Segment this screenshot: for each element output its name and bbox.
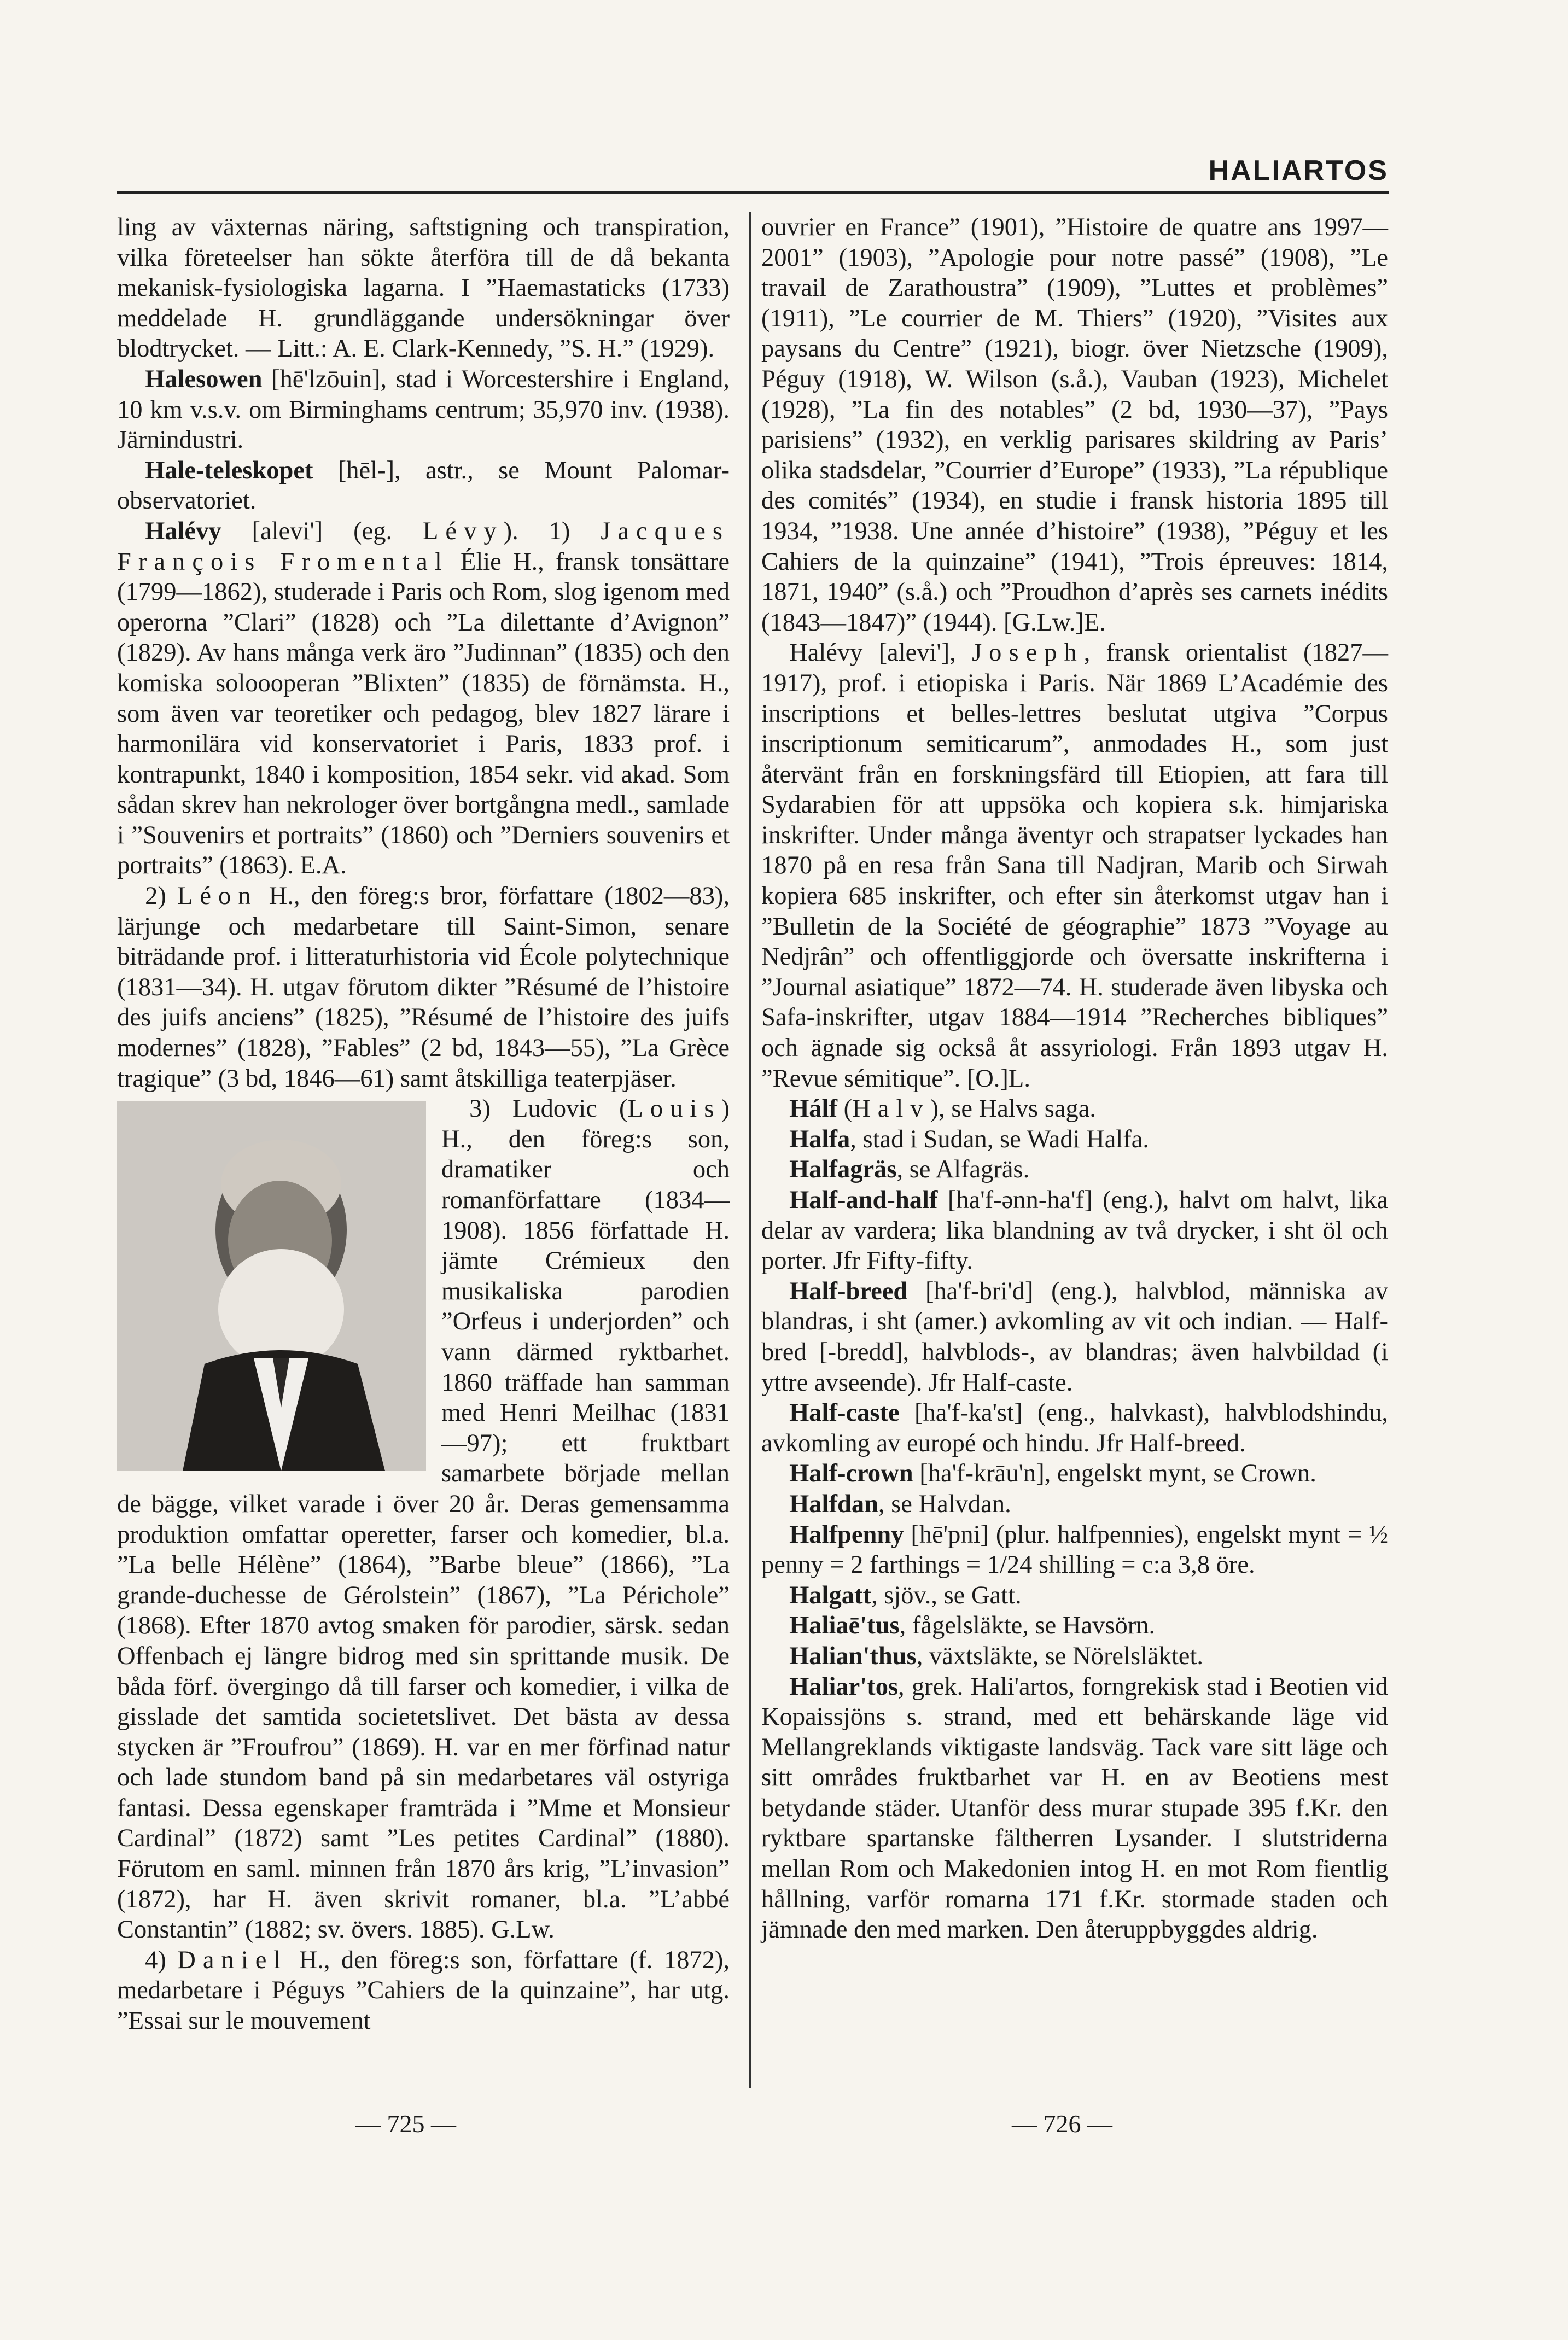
headword: Hálf xyxy=(789,1095,837,1123)
entry-continuation: ling av växternas näring, saftstigning och transpiration, vilka företeelser han sökte återföra till de då bekanta mekanisk-fysiologiska lagarna. I ”Haemastaticks (1733) meddelade H. grundläggande undersökningar över blodtrycket. — Litt.: A. E. Clark-Kennedy, ”S. H.” (1929). xyxy=(117,213,730,363)
portrait-photo xyxy=(117,1101,426,1471)
headword: Half-crown xyxy=(789,1460,913,1488)
entry-half-caste: Half-caste [ha'f-ka'st] (eng., halvkast), halvblodshindu, avkomling av europé och hindu. Jfr Half-breed. xyxy=(761,1399,1388,1457)
entry-half-and-half: Half-and-half [ha'f-ənn-ha'f] (eng.), halvt om halvt, lika delar av vardera; lika blandning av två drycker, i sht öl och porter. Jfr Fifty-fifty. xyxy=(761,1186,1388,1275)
entry-halevy: Halévy [alevi'] (eg. Lévy). 1) Jacques François Fromental Élie H., fransk tonsättare (1799—1862), studerade i Paris och Rom, slog igenom med operorna ”Clari” (1828) och ”La dilettante d’Avignon” (1829). Av hans många verk äro ”Judinnan” (1835) och den komiska soloooperan ”Blixten” (1835) de förnämsta. H., som även var teoretiker och pedagog, blev 1827 lärare i harmonilära vid konservatoriet i Paris, 1833 prof. i kontrapunkt, 1840 i komposition, 1854 sekr. vid akad. Som sådan skrev han nekrologer över bortgångna medl., samlade i ”Souvenirs et portraits” (1860) och ”Derniers souvenirs et portraits” (1863). E.A. xyxy=(117,517,730,880)
page-number-left: — 725 — xyxy=(355,2110,456,2138)
entry-leon: 2) Léon H., den föreg:s bror, författare (1802—83), lärjunge och medarbetare till Saint-Simon, senare biträdande prof. i litteraturhistoria vid École polytechnique (1831—34). H. utgav förutom dikter ”Résumé de l’histoire des juifs anciens” (1825), ”Résumé de l’histoire des juifs modernes” (1828), ”Fables” (2 bd, 1843—55), ”La Grèce tragique” (3 bd, 1846—61) samt åtskilliga teaterpjäser. xyxy=(117,882,730,1093)
column-divider xyxy=(749,212,751,2088)
headword: Halgatt xyxy=(789,1581,871,1609)
left-column xyxy=(117,212,730,2036)
headword: Half-and-half xyxy=(789,1186,938,1214)
headword: Half-caste xyxy=(789,1399,900,1427)
right-column xyxy=(761,212,1388,1945)
entry-halesowen: Halesowen [hē'lzōuin], stad i Worcestershire i England, 10 km v.s.v. om Birminghams centrum; 35,970 inv. (1938). Järnindustri. xyxy=(117,365,730,454)
entry-daniel: 4) Daniel H., den föreg:s son, författare (f. 1872), medarbetare i Péguys ”Cahiers de la quinzaine”, har utg. ”Essai sur le mouvement xyxy=(117,1946,730,2035)
entry-half: Hálf (Halv), se Halvs saga. xyxy=(789,1095,1097,1123)
entry-half-breed: Half-breed [ha'f-bri'd] (eng.), halvblod, människa av blandras, i sht (amer.) avkomling av vit och indian. — Half-bred [-bredd], halvblods-, av blandras; även halvbildad (i yttre avseende). Jfr Half-caste. xyxy=(761,1277,1388,1397)
headword: Halian'thus xyxy=(789,1642,917,1670)
headword: Half-breed xyxy=(789,1277,908,1305)
headword: Halfagräs xyxy=(789,1156,897,1184)
entry-halfpenny: Halfpenny [hē'pni] (plur. halfpennies), engelskt mynt = ½ penny = 2 farthings = 1/24 shilling = c:a 3,8 öre. xyxy=(761,1520,1388,1579)
entry-halianthus: Halian'thus, växtsläkte, se Nörelsläktet. xyxy=(789,1642,1203,1670)
headword: Halfdan xyxy=(789,1490,878,1518)
entry-halfagras: Halfagräs, se Alfagräs. xyxy=(789,1156,1030,1184)
entry-haliaetus: Haliaē'tus, fågelsläkte, se Havsörn. xyxy=(789,1612,1156,1640)
entry-halgatt: Halgatt, sjöv., se Gatt. xyxy=(789,1581,1022,1609)
entry-ludovic: 3) Ludovic (Louis) H., den föreg:s son, dramatiker och romanförfattare (1834—1908). 1856 författade H. jämte Crémieux den musikaliska parodien ”Orfeus i underjorden” och vann därmed ryktbarhet. 1860 träffade han samman med Henri Meilhac (1831—97); ett fruktbart samarbete började mellan de bägge, vilket varade i över 20 år. Deras gemensamma produktion omfattar operetter, farser och komedier, bl.a. ”La belle Hélène” (1864), ”Barbe bleue” (1866), ”La grande-duchesse de Gérolstein” (1867), ”La Périchole” (1868). Efter 1870 avtog smaken för parodier, särsk. sedan Offenbach ej längre bidrog med sin sprittande musik. De båda förf. övergingo då till farser och komedier, i vilka de gisslade det samtida societetslivet. Det bästa av dessa stycken är ”Froufrou” (1869). H. var en mer förfinad natur och lade stundom band på sin medarbetares väl ostyriga fantasi. Dessa egenskaper framträda i ”Mme et Monsieur Cardinal” (1872) samt ”Les petites Cardinal” (1880). Förutom en saml. minnen från 1870 års krig, ”L’invasion” (1872), har H. även skrivit romaner, bl.a. ”L’abbé Constantin” (1882; sv. övers. 1885). G.Lw. xyxy=(117,1095,730,1944)
headword: Halfpenny xyxy=(789,1520,904,1549)
headword: Halesowen xyxy=(145,365,263,393)
entry-half-crown: Half-crown [ha'f-krāu'n], engelskt mynt, se Crown. xyxy=(789,1460,1316,1488)
headword: Hale-teleskopet xyxy=(145,456,313,485)
entry-joseph-halevy: Halévy [alevi'], Joseph, fransk orientalist (1827—1917), prof. i etiopiska i Paris. När 1869 L’Académie des inscriptions et belles-lettres beslutat utgiva ”Corpus inscriptionum semiticarum”, anmodades H., som just återvänt från en forskningsfärd till Etiopien, att fara till Sydarabien för att uppsöka och kopiera s.k. himjariska inskrifter. Under många äventyr och strapatser lyckades han 1870 på en resa från Sana till Nadjran, Marib och Sirwah kopiera 685 inskrifter, och efter sin återkomst utgav han i ”Bulletin de la Société de géographie” 1873 ”Voyage au Nedjrân” och offentliggjorde och översatte inskrifterna i ”Journal asiatique” 1872—74. H. studerade även libyska och Safa-inskrifter, utgav 1884—1914 ”Recherches bibliques” och ägnade sig också åt assyriologi. Från 1893 utgav H. ”Revue sémitique”. [O.]L. xyxy=(761,639,1388,1093)
entry-halfdan: Halfdan, se Halvdan. xyxy=(789,1490,1011,1518)
headword: Halévy xyxy=(145,517,221,545)
entry-haliartos: Haliar'tos, grek. Hali'artos, forngrekisk stad i Beotien vid Kopaissjöns s. strand, med ett behärskande läge vid Mellangreklands viktigaste landsväg. Tack vare sitt läge och sitt områdes fruktbarhet var H. en av Beotiens mest betydande städer. Utanför dess murar stupade 395 f.Kr. den ryktbare spartanske fältherren Lysander. I slutstriderna mellan Rom och Makedonien intog H. en mot Rom fientlig hållning, varför romarna 171 f.Kr. stormade staden och jämnade den med marken. Den återuppbyggdes aldrig. xyxy=(761,1672,1388,1944)
headword: Haliar'tos xyxy=(789,1672,899,1701)
entry-hale-teleskopet: Hale-teleskopet [hēl-], astr., se Mount Palomar-observatoriet. xyxy=(117,456,730,515)
page-number-right: — 726 — xyxy=(1012,2110,1112,2138)
header-rule xyxy=(117,191,1389,194)
headword: Haliaē'tus xyxy=(789,1612,900,1640)
entry-halfa: Halfa, stad i Sudan, se Wadi Halfa. xyxy=(789,1125,1150,1153)
headword: Halfa xyxy=(789,1125,850,1153)
entry-continuation: ouvrier en France” (1901), ”Histoire de quatre ans 1997—2001” (1903), ”Apologie pour notre passé” (1908), ”Le travail de Zarathoustra” (1909), ”Luttes et problèmes” (1911), ”Le courrier de M. Thiers” (1920), ”Visites aux paysans du Centre” (1921), biogr. över Nietzsche (1909), Péguy (1918), W. Wilson (s.å.), Vauban (1923), Michelet (1928), ”La fin des notables” (2 bd, 1930—37), ”Pays parisiens” (1932), en verklig parisares skildring av Paris’ olika stadsdelar, ”Courrier d’Europe” (1933), ”La république des comités” (1934), en studie i fransk historia 1895 till 1934, ”1938. Une année d’histoire” (1938), ”Péguy et les Cahiers de la quinzaine” (1941), ”Trois épreuves: 1814, 1871, 1940” (s.å.) och ”Proudhon d’après ses carnets inédits (1843—1847)” (1944). [G.Lw.]E. xyxy=(761,213,1388,637)
running-head: HALIARTOS xyxy=(1208,155,1389,186)
